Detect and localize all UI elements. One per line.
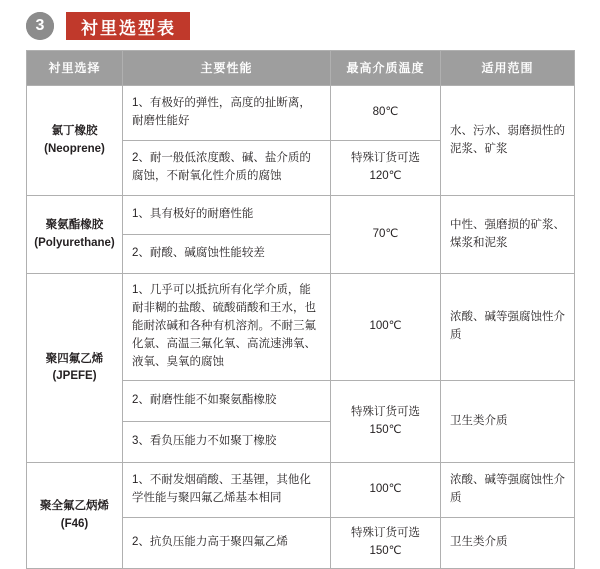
table-row <box>27 196 575 235</box>
section-title-wrap <box>66 12 190 40</box>
table-row <box>27 274 575 381</box>
performance-cell: 2、抗负压能力高于聚四氟乙烯 <box>123 518 331 569</box>
material-name-en: (Polyurethane) <box>34 236 115 249</box>
material-name-cn: 聚氨酯橡胶 <box>45 219 104 232</box>
material-name-cn: 聚全氟乙炳烯 <box>40 500 109 513</box>
application-cell: 浓酸、碱等强腐蚀性介质 <box>441 463 575 518</box>
application-cell: 卫生类介质 <box>441 518 575 569</box>
material-cell-polyurethane <box>27 196 123 274</box>
material-cell-neoprene <box>27 86 123 196</box>
application-cell: 中性、强磨损的矿浆、煤浆和泥浆 <box>441 196 575 274</box>
performance-cell: 3、看负压能力不如聚丁橡胶 <box>123 422 331 463</box>
application-cell: 卫生类介质 <box>441 381 575 463</box>
column-header-max-temp: 最高介质温度 <box>331 51 441 86</box>
performance-cell: 1、不耐发烟硝酸、王基锂，其他化学性能与聚四氟乙烯基本相同 <box>123 463 331 518</box>
performance-cell: 1、具有极好的耐磨性能 <box>123 196 331 235</box>
application-cell: 水、污水、弱磨损性的泥浆、矿浆 <box>441 86 575 196</box>
performance-cell: 2、耐酸、碱腐蚀性能较差 <box>123 235 331 274</box>
performance-cell: 1、有极好的弹性，高度的扯断离，耐磨性能好 <box>123 86 331 141</box>
table-row <box>27 463 575 518</box>
temperature-cell: 70℃ <box>331 196 441 274</box>
page-title: 衬里选型表 <box>71 12 190 40</box>
table-header-row <box>27 51 575 86</box>
material-name-en: (F46) <box>60 517 89 530</box>
temperature-cell: 100℃ <box>331 463 441 518</box>
temperature-cell: 特殊订货可选120℃ <box>331 141 441 196</box>
column-header-performance: 主要性能 <box>123 51 331 86</box>
temperature-cell: 特殊订货可选150℃ <box>331 381 441 463</box>
column-header-lining: 衬里选择 <box>27 51 123 86</box>
material-cell-f46 <box>27 463 123 569</box>
lining-selection-table-wrap <box>26 50 574 569</box>
temperature-cell: 特殊订货可选150℃ <box>331 518 441 569</box>
application-cell: 浓酸、碱等强腐蚀性介质 <box>441 274 575 381</box>
performance-cell: 1、几乎可以抵抗所有化学介质，能耐非糊的盐酸、硫酸硝酸和王水，也能耐浓碱和各种有机溶剂。不耐三氟化氯、高温三氟化氧、高流速沸氧、液氧、臭氧的腐蚀 <box>123 274 331 381</box>
table-row <box>27 86 575 141</box>
lining-selection-table <box>26 50 575 569</box>
temperature-cell: 100℃ <box>331 274 441 381</box>
material-name-en: (JPEFE) <box>52 370 97 382</box>
material-cell-ptfe <box>27 274 123 463</box>
column-header-application: 适用范围 <box>441 51 575 86</box>
temperature-cell: 80℃ <box>331 86 441 141</box>
material-name-cn: 聚四氟乙烯 <box>45 352 104 365</box>
material-name-en: (Neoprene) <box>44 142 105 155</box>
material-name-cn: 氯丁橡胶 <box>51 125 98 138</box>
performance-cell: 2、耐一般低浓度酸、碱、盐介质的腐蚀，不耐氧化性介质的腐蚀 <box>123 141 331 196</box>
section-header <box>0 0 600 44</box>
performance-cell: 2、耐磨性能不如聚氨酯橡胶 <box>123 381 331 422</box>
section-number-badge: 3 <box>26 12 54 40</box>
